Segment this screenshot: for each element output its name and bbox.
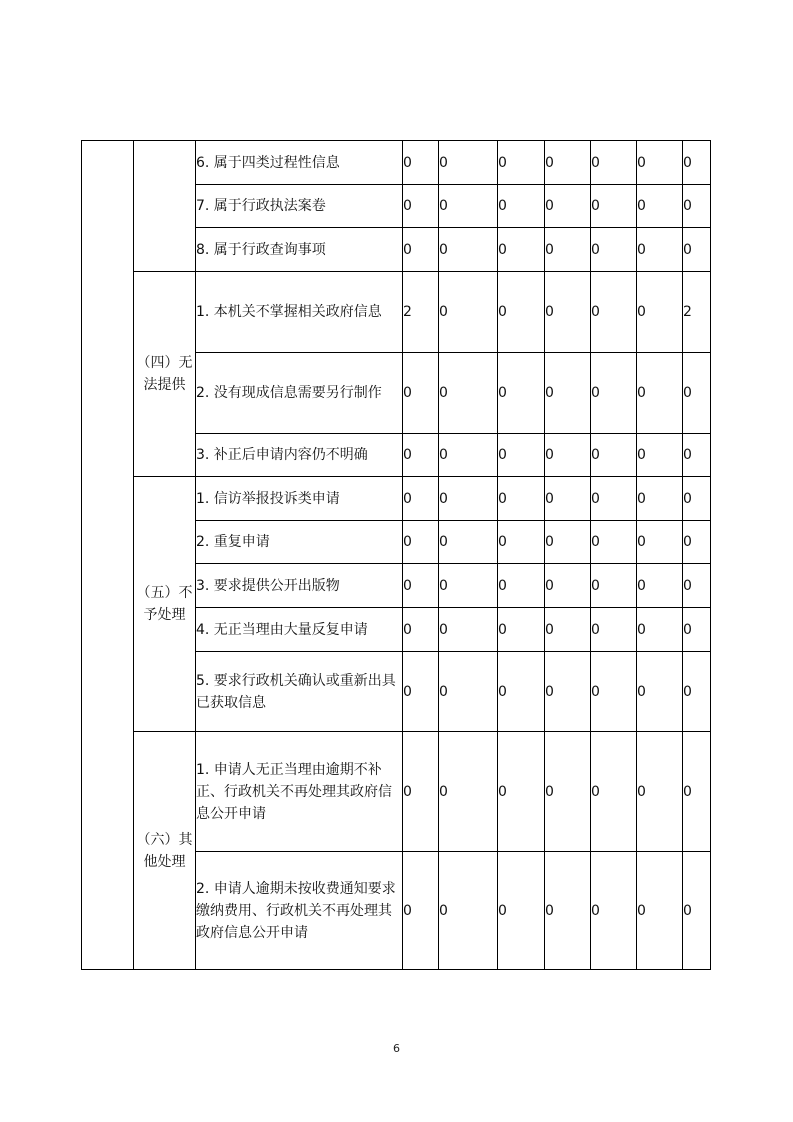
value-cell: 0 bbox=[683, 141, 711, 185]
table-row bbox=[82, 477, 711, 521]
value-cell: 0 bbox=[591, 652, 637, 732]
value-cell: 0 bbox=[591, 608, 637, 652]
row-label: 2. 申请人逾期未按收费通知要求缴纳费用、行政机关不再处理其政府信息公开申请 bbox=[196, 852, 403, 970]
row-label: 2. 重复申请 bbox=[196, 521, 403, 564]
value-cell: 0 bbox=[637, 732, 683, 852]
value-cell: 0 bbox=[498, 272, 545, 353]
value-cell: 0 bbox=[591, 521, 637, 564]
row-label: 3. 补正后申请内容仍不明确 bbox=[196, 434, 403, 477]
value-cell: 0 bbox=[545, 477, 591, 521]
value-cell: 0 bbox=[439, 521, 498, 564]
value-cell: 0 bbox=[637, 477, 683, 521]
value-cell: 0 bbox=[591, 852, 637, 970]
page-number: 6 bbox=[393, 1042, 400, 1055]
table-row bbox=[82, 141, 711, 185]
value-cell: 0 bbox=[683, 521, 711, 564]
value-cell: 0 bbox=[403, 228, 439, 272]
statistics-table bbox=[81, 140, 711, 970]
value-cell: 0 bbox=[545, 608, 591, 652]
value-cell: 0 bbox=[545, 228, 591, 272]
value-cell: 0 bbox=[545, 353, 591, 434]
value-cell: 0 bbox=[637, 185, 683, 228]
value-cell: 0 bbox=[439, 272, 498, 353]
value-cell: 0 bbox=[498, 652, 545, 732]
row-label: 3. 要求提供公开出版物 bbox=[196, 564, 403, 608]
row-label: 8. 属于行政查询事项 bbox=[196, 228, 403, 272]
value-cell: 0 bbox=[591, 353, 637, 434]
value-cell: 0 bbox=[637, 353, 683, 434]
value-cell: 0 bbox=[403, 185, 439, 228]
value-cell: 0 bbox=[439, 434, 498, 477]
row-label: 4. 无正当理由大量反复申请 bbox=[196, 608, 403, 652]
value-cell: 0 bbox=[545, 652, 591, 732]
value-cell: 0 bbox=[403, 732, 439, 852]
value-cell: 0 bbox=[439, 477, 498, 521]
value-cell: 0 bbox=[637, 652, 683, 732]
value-cell: 0 bbox=[403, 852, 439, 970]
value-cell: 0 bbox=[439, 228, 498, 272]
value-cell: 2 bbox=[403, 272, 439, 353]
value-cell: 0 bbox=[498, 852, 545, 970]
value-cell: 0 bbox=[498, 564, 545, 608]
row-label: 1. 本机关不掌握相关政府信息 bbox=[196, 272, 403, 353]
value-cell: 0 bbox=[403, 477, 439, 521]
value-cell: 0 bbox=[545, 434, 591, 477]
category-not-processed: （五）不予处理 bbox=[134, 477, 196, 732]
category-other-handling: （六）其他处理 bbox=[134, 732, 196, 970]
value-cell: 0 bbox=[545, 521, 591, 564]
value-cell: 0 bbox=[637, 141, 683, 185]
value-cell: 0 bbox=[683, 564, 711, 608]
row-label: 1. 申请人无正当理由逾期不补正、行政机关不再处理其政府信息公开申请 bbox=[196, 732, 403, 852]
value-cell: 0 bbox=[591, 434, 637, 477]
value-cell: 0 bbox=[439, 608, 498, 652]
value-cell: 0 bbox=[637, 608, 683, 652]
value-cell: 0 bbox=[498, 228, 545, 272]
value-cell: 0 bbox=[637, 521, 683, 564]
value-cell: 0 bbox=[545, 732, 591, 852]
value-cell: 0 bbox=[439, 852, 498, 970]
value-cell: 0 bbox=[637, 564, 683, 608]
value-cell: 0 bbox=[439, 185, 498, 228]
value-cell: 0 bbox=[545, 272, 591, 353]
value-cell: 0 bbox=[403, 652, 439, 732]
row-label: 6. 属于四类过程性信息 bbox=[196, 141, 403, 185]
value-cell: 0 bbox=[439, 732, 498, 852]
row-label: 1. 信访举报投诉类申请 bbox=[196, 477, 403, 521]
value-cell: 0 bbox=[498, 521, 545, 564]
row-label: 2. 没有现成信息需要另行制作 bbox=[196, 353, 403, 434]
value-cell: 0 bbox=[403, 353, 439, 434]
value-cell: 0 bbox=[637, 272, 683, 353]
category-cannot-provide: （四）无法提供 bbox=[134, 272, 196, 477]
value-cell: 2 bbox=[683, 272, 711, 353]
row-label: 7. 属于行政执法案卷 bbox=[196, 185, 403, 228]
value-cell: 0 bbox=[498, 732, 545, 852]
value-cell: 0 bbox=[683, 185, 711, 228]
value-cell: 0 bbox=[403, 608, 439, 652]
value-cell: 0 bbox=[439, 141, 498, 185]
value-cell: 0 bbox=[439, 353, 498, 434]
value-cell: 0 bbox=[545, 185, 591, 228]
value-cell: 0 bbox=[637, 434, 683, 477]
value-cell: 0 bbox=[498, 608, 545, 652]
category-cell-continued bbox=[134, 141, 196, 272]
value-cell: 0 bbox=[591, 564, 637, 608]
table-row bbox=[82, 272, 711, 353]
value-cell: 0 bbox=[683, 353, 711, 434]
value-cell: 0 bbox=[403, 521, 439, 564]
value-cell: 0 bbox=[545, 852, 591, 970]
value-cell: 0 bbox=[498, 141, 545, 185]
value-cell: 0 bbox=[683, 477, 711, 521]
value-cell: 0 bbox=[591, 228, 637, 272]
value-cell: 0 bbox=[683, 608, 711, 652]
outer-group-cell bbox=[82, 141, 134, 970]
value-cell: 0 bbox=[591, 477, 637, 521]
value-cell: 0 bbox=[545, 564, 591, 608]
table-row bbox=[82, 732, 711, 852]
value-cell: 0 bbox=[403, 564, 439, 608]
value-cell: 0 bbox=[439, 652, 498, 732]
value-cell: 0 bbox=[545, 141, 591, 185]
value-cell: 0 bbox=[591, 272, 637, 353]
value-cell: 0 bbox=[683, 652, 711, 732]
value-cell: 0 bbox=[591, 185, 637, 228]
value-cell: 0 bbox=[591, 141, 637, 185]
value-cell: 0 bbox=[683, 228, 711, 272]
value-cell: 0 bbox=[637, 228, 683, 272]
value-cell: 0 bbox=[498, 434, 545, 477]
value-cell: 0 bbox=[498, 185, 545, 228]
value-cell: 0 bbox=[403, 141, 439, 185]
row-label: 5. 要求行政机关确认或重新出具已获取信息 bbox=[196, 652, 403, 732]
value-cell: 0 bbox=[591, 732, 637, 852]
value-cell: 0 bbox=[498, 477, 545, 521]
value-cell: 0 bbox=[683, 434, 711, 477]
value-cell: 0 bbox=[403, 434, 439, 477]
value-cell: 0 bbox=[498, 353, 545, 434]
value-cell: 0 bbox=[439, 564, 498, 608]
value-cell: 0 bbox=[683, 852, 711, 970]
value-cell: 0 bbox=[683, 732, 711, 852]
value-cell: 0 bbox=[637, 852, 683, 970]
